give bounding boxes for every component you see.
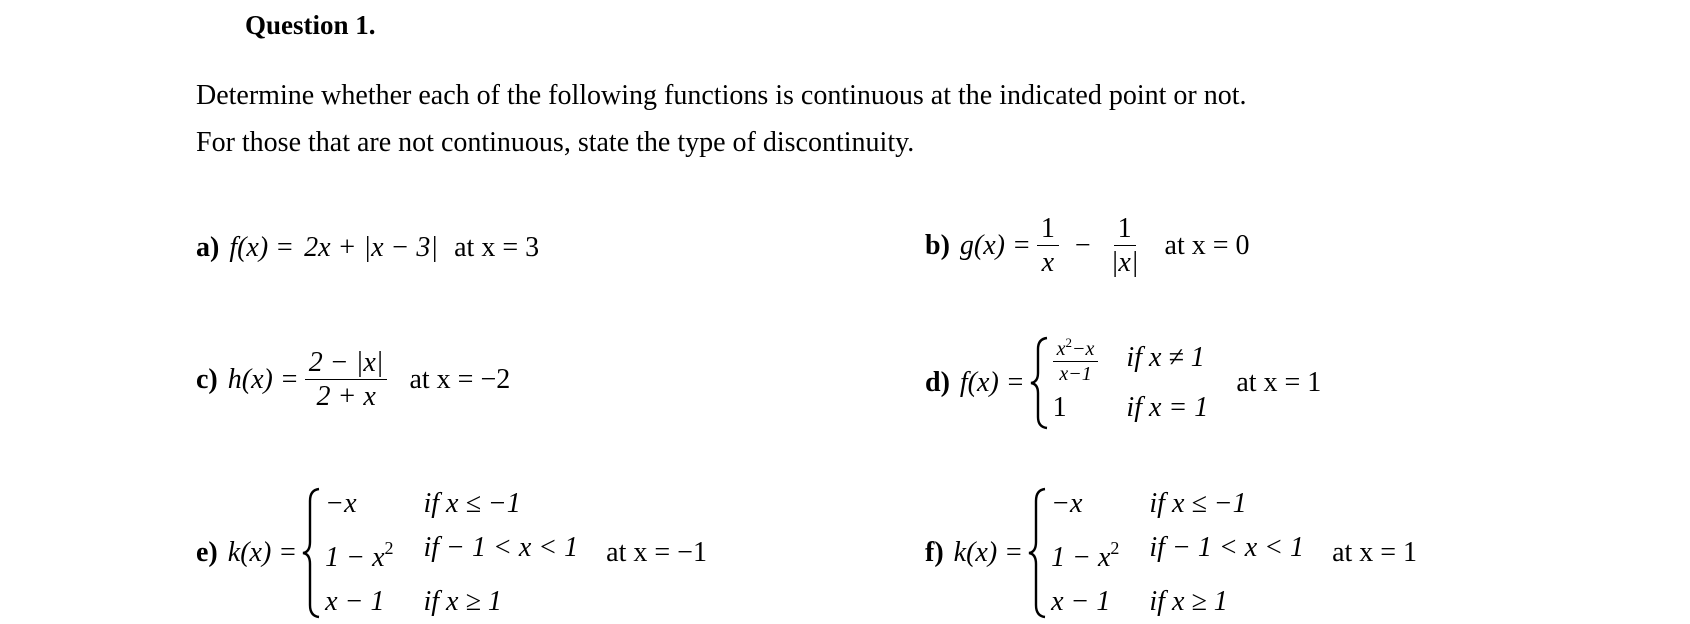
problem-c-denominator: 2 + x xyxy=(316,381,376,413)
problem-e-point: at x = −1 xyxy=(606,537,707,568)
problem-e-row-1-condition: if x ≤ −1 xyxy=(423,488,521,519)
problem-c-point: at x = −2 xyxy=(409,364,511,396)
problem-f-lhs: k(x) = xyxy=(953,537,1024,568)
problem-f-point: at x = 1 xyxy=(1332,537,1418,568)
problem-b-lhs: g(x) = xyxy=(959,230,1031,262)
problem-d-case-1-denominator: x−1 xyxy=(1059,363,1092,385)
problem-b-fraction-1 xyxy=(1037,213,1059,280)
problem-f-row-2-value xyxy=(1051,526,1119,580)
problem-e-left-brace xyxy=(301,487,325,619)
problem-b-denominator-1: x xyxy=(1041,247,1055,279)
problem-a-expression: 2x + |x − 3| xyxy=(304,232,439,263)
problem-d-case-2-condition: if x = 1 xyxy=(1126,392,1209,423)
problem-c-lhs: h(x) = xyxy=(227,364,299,396)
problem-e-row-3-condition: if x ≥ 1 xyxy=(423,586,502,617)
problem-c-fraction xyxy=(305,347,388,414)
problem-f-cases xyxy=(1027,482,1304,624)
problem-f-row-3-condition: if x ≥ 1 xyxy=(1149,586,1228,617)
problem-a-point: at x = 3 xyxy=(454,232,540,263)
problem-b xyxy=(925,213,1250,280)
problem-b-label: b) xyxy=(925,230,950,262)
problem-e-lhs: k(x) = xyxy=(227,537,298,568)
problem-d-case-1-num-exponent: 2 xyxy=(1065,335,1073,350)
problem-f-label: f) xyxy=(925,537,944,568)
problem-b-denominator-2: |x| xyxy=(1110,247,1139,279)
problem-d-point: at x = 1 xyxy=(1236,367,1322,398)
problem-c xyxy=(196,347,510,414)
problem-e-cases xyxy=(301,482,578,624)
problem-d-case-1-numerator xyxy=(1053,336,1099,362)
problem-e-row-2-exponent: 2 xyxy=(384,538,394,558)
problem-d-case-table xyxy=(1053,336,1209,430)
instructions-line-1: Determine whether each of the following functions is continuous at the indicated point or not. xyxy=(196,80,1247,111)
problem-b-numerator-1: 1 xyxy=(1037,213,1059,246)
problem-d-case-1-value xyxy=(1053,336,1099,386)
instructions xyxy=(196,72,1616,166)
problem-a-lhs: f(x) = xyxy=(229,232,295,263)
problem-f-row-3-value: x − 1 xyxy=(1051,586,1111,617)
problem-b-fraction-2 xyxy=(1107,213,1143,280)
problem-f xyxy=(925,482,1417,624)
problem-f-left-brace xyxy=(1027,487,1051,619)
problem-d-case-2-value: 1 xyxy=(1052,392,1067,423)
problem-a xyxy=(196,232,539,264)
problem-d-case-1-num-base: x xyxy=(1056,338,1066,360)
problem-f-row-2-exponent: 2 xyxy=(1110,538,1120,558)
problem-f-row-1-condition: if x ≤ −1 xyxy=(1149,488,1247,519)
problem-e-label: e) xyxy=(196,537,218,568)
instructions-line-2: For those that are not continuous, state the type of discontinuity. xyxy=(196,127,915,158)
problem-b-minus: − xyxy=(1074,230,1091,262)
problem-c-numerator: 2 − |x| xyxy=(305,347,388,380)
problem-e-row-2-base: 1 − x xyxy=(325,542,385,573)
problem-f-row-1-value: −x xyxy=(1051,488,1083,519)
problem-d-case-1-condition: if x ≠ 1 xyxy=(1126,342,1205,373)
problem-d-case-1-num-rest: −x xyxy=(1072,338,1095,360)
problem-e-row-2-value xyxy=(325,526,393,580)
question-heading: Question 1. xyxy=(245,10,376,40)
problem-b-point: at x = 0 xyxy=(1164,230,1250,262)
problem-a-label: a) xyxy=(196,232,220,263)
problem-e-row-2-condition: if − 1 < x < 1 xyxy=(423,532,579,563)
problem-e-case-table xyxy=(325,482,578,624)
problem-e-row-1-value: −x xyxy=(325,488,357,519)
problem-f-row-2-condition: if − 1 < x < 1 xyxy=(1149,532,1305,563)
problem-d-label: d) xyxy=(925,367,950,398)
problem-f-case-table xyxy=(1051,482,1304,624)
problem-b-numerator-2: 1 xyxy=(1114,213,1136,246)
problem-e-row-3-value: x − 1 xyxy=(325,586,385,617)
problem-d-left-brace xyxy=(1029,336,1053,430)
problem-f-row-2-base: 1 − x xyxy=(1051,542,1111,573)
problem-d xyxy=(925,336,1321,430)
problem-d-cases xyxy=(1029,336,1209,430)
problem-d-lhs: f(x) = xyxy=(959,367,1025,398)
problem-c-label: c) xyxy=(196,364,218,396)
problem-d-case-1-fraction xyxy=(1053,336,1099,386)
problem-e xyxy=(196,482,707,624)
